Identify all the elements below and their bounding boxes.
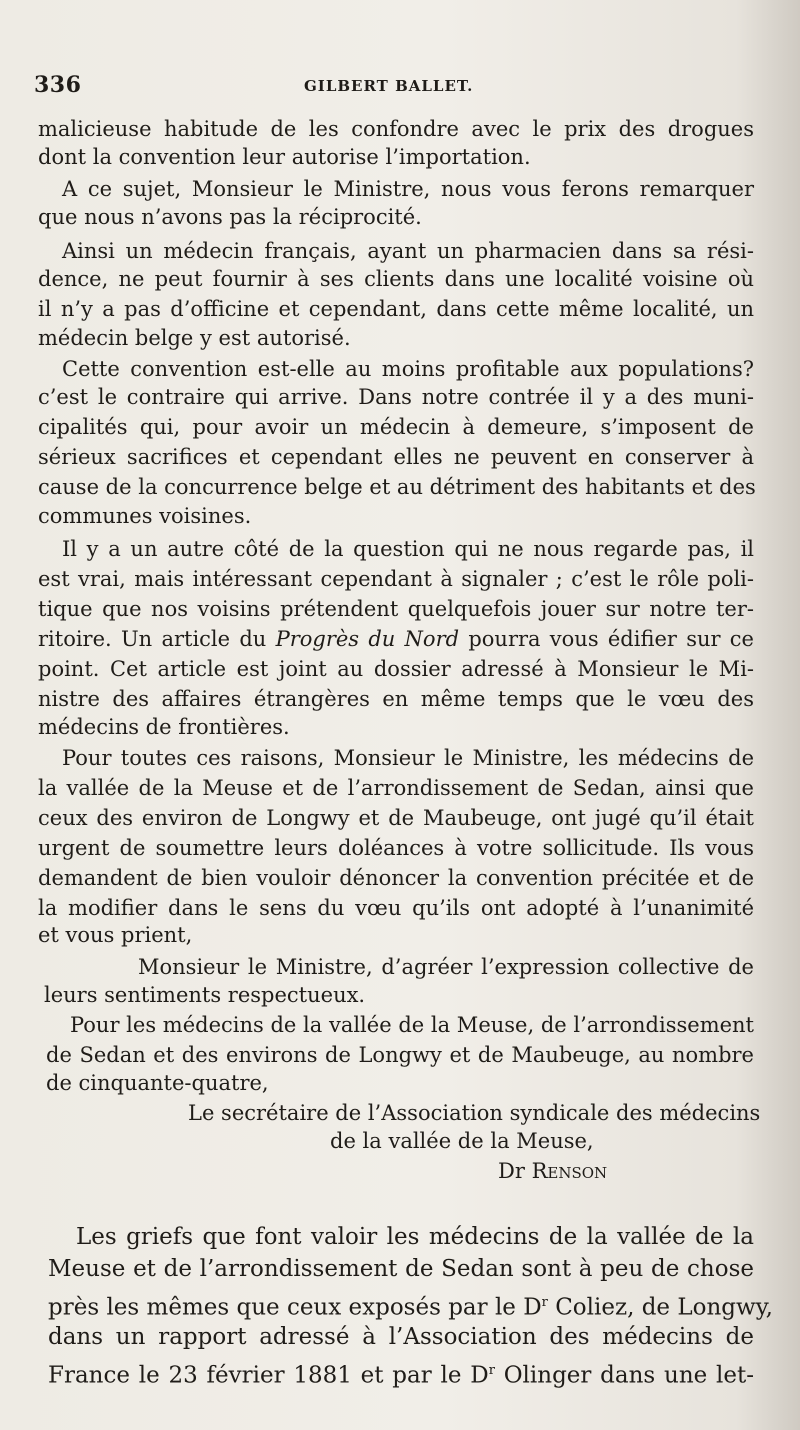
text-fragment: Olinger dans une let-	[494, 1362, 754, 1389]
superscript: r	[488, 1363, 495, 1378]
text-line: Les griefs que font valoir les médecins de la vallée de la	[76, 1224, 754, 1250]
text-line: de la vallée de la Meuse,	[330, 1129, 594, 1153]
text-line: leurs sentiments respectueux.	[44, 983, 366, 1007]
text-line: Cette convention est-elle au moins profitable aux populations?	[62, 357, 754, 381]
text-line: médecins de frontières.	[38, 715, 290, 739]
text-line	[48, 1288, 773, 1323]
text-line: Ainsi un médecin français, ayant un pharmacien dans sa rési-	[62, 239, 754, 263]
text-line: sérieux sacrifices et cependant elles ne peuvent en conserver à	[38, 445, 754, 469]
text-fragment: près les mêmes que ceux exposés par le D	[48, 1294, 542, 1321]
text-fragment: France le 23 février 1881 et par le D	[48, 1362, 489, 1389]
text-line	[48, 1356, 754, 1391]
text-fragment: ritoire. Un article du	[38, 627, 267, 651]
text-line: dence, ne peut fournir à ses clients dans une localité voisine où	[38, 267, 754, 291]
text-line: urgent de soumettre leurs doléances à votre sollicitude. Ils vous	[38, 836, 754, 860]
text-line: demandent de bien vouloir dénoncer la convention précitée et de	[38, 866, 754, 890]
text-line: la modifier dans le sens du vœu qu’ils ont adopté à l’unanimité	[38, 896, 754, 920]
text-line: il n’y a pas d’officine et cependant, dans cette même localité, un	[38, 297, 754, 321]
text-line: médecin belge y est autorisé.	[38, 326, 351, 350]
text-line: de cinquante-quatre,	[46, 1071, 269, 1095]
text-line: que nous n’avons pas la réciprocité.	[38, 205, 422, 229]
text-line: Pour toutes ces raisons, Monsieur le Ministre, les médecins de	[62, 746, 754, 770]
text-line: est vrai, mais intéressant cependant à signaler ; c’est le rôle poli-	[38, 567, 754, 591]
text-line	[38, 626, 754, 652]
doctor-abbreviation: Dr	[498, 1159, 525, 1183]
text-line: cause de la concurrence belge et au détriment des habitants et des	[38, 475, 756, 499]
text-line: A ce sujet, Monsieur le Ministre, nous vous ferons remarquer	[62, 177, 754, 201]
text-line: Pour les médecins de la vallée de la Meuse, de l’arrondissement	[70, 1013, 754, 1037]
text-line: tique que nos voisins prétendent quelquefois jouer sur notre ter-	[38, 597, 754, 621]
signatory-name: Renson	[531, 1159, 608, 1183]
text-line: ceux des environ de Longwy et de Maubeuge, ont jugé qu’il était	[38, 806, 754, 830]
signature	[498, 1158, 754, 1184]
text-fragment: pourra vous édifier sur ce	[468, 627, 754, 651]
text-line: de Sedan et des environs de Longwy et de Maubeuge, au nombre	[46, 1043, 754, 1067]
text-line: point. Cet article est joint au dossier adressé à Monsieur le Mi-	[38, 657, 754, 681]
superscript: r	[541, 1295, 548, 1310]
text-line: dans un rapport adressé à l’Association des médecins de	[48, 1324, 754, 1350]
text-line: malicieuse habitude de les confondre avec le prix des drogues	[38, 117, 754, 141]
text-fragment: Coliez, de Longwy,	[547, 1294, 773, 1321]
text-line: communes voisines.	[38, 504, 252, 528]
text-line: et vous prient,	[38, 923, 193, 947]
text-line: Il y a un autre côté de la question qui ne nous regarde pas, il	[62, 537, 754, 561]
text-line: Monsieur le Ministre, d’agréer l’expression collective de	[138, 955, 754, 979]
text-line: Le secrétaire de l’Association syndicale des médecins	[188, 1101, 761, 1125]
text-line: la vallée de la Meuse et de l’arrondissement de Sedan, ainsi que	[38, 776, 754, 800]
running-head: GILBERT BALLET.	[304, 77, 474, 95]
page-number: 336	[34, 72, 82, 98]
text-line: dont la convention leur autorise l’importation.	[38, 145, 531, 169]
text-line: cipalités qui, pour avoir un médecin à demeure, s’imposent de	[38, 415, 754, 439]
text-line: c’est le contraire qui arrive. Dans notre contrée il y a des muni-	[38, 385, 754, 409]
page-header	[34, 72, 754, 102]
text-line: Meuse et de l’arrondissement de Sedan sont à peu de chose	[48, 1256, 754, 1282]
text-line: nistre des affaires étrangères en même temps que le vœu des	[38, 687, 754, 711]
journal-title: Progrès du Nord	[275, 627, 460, 651]
